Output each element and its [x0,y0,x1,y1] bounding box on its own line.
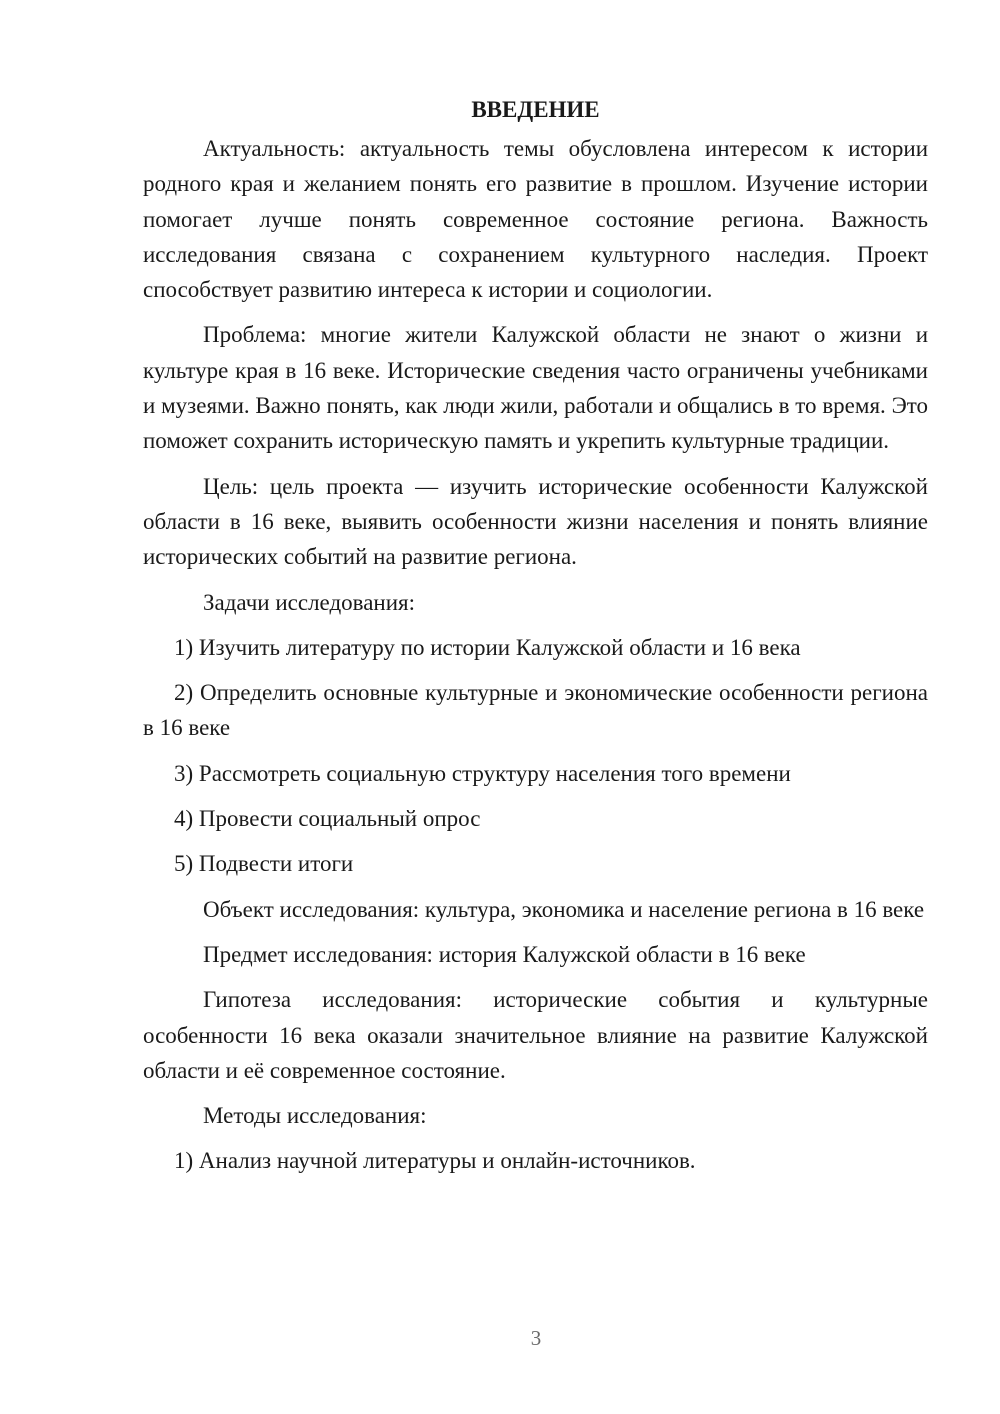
methods-title: Методы исследования: [203,1103,427,1129]
task-item-5: 5) Подвести итоги [174,851,354,877]
method-item-1: 1) Анализ научной литературы и онлайн-источников. [174,1148,696,1174]
problem-paragraph: Проблема: многие жители Калужской области не знают о жизни и культуре края в 16 веке. Исторические сведения часто ограничены учебниками и музеями. Важно понять, как люди жили, работали и общались в то время. Это поможет сохранить историческую память и укрепить культурные традиции. [143,322,928,454]
task-item-1: 1) Изучить литературу по истории Калужской области и 16 века [174,634,801,660]
section-heading: ВВЕДЕНИЕ [471,97,600,122]
page-number: 3 [530,1326,542,1350]
goal-paragraph: Цель: цель проекта — изучить исторические особенности Калужской области в 16 веке, выявить особенности жизни населения и понять влияние исторических событий на развитие региона. [143,473,928,570]
hypothesis-paragraph: Гипотеза исследования: исторические события и культурные особенности 16 века оказали значительное влияние на развитие Калужской области и её современное состояние. [143,987,928,1083]
document-page [143,92,928,1189]
task-item-2: 2) Определить основные культурные и экономические особенности региона в 16 веке [143,680,928,741]
relevance-paragraph: Актуальность: актуальность темы обусловлена интересом к истории родного края и желанием понять его развитие в прошлом. Изучение истории помогает лучше понять современное состояние региона. Важность исследования связана с сохранением культурного наследия. Проект способствует развитию интереса к истории и социологии. [143,136,928,303]
object-paragraph: Объект исследования: культура, экономика и население региона в 16 веке [203,896,925,922]
subject-paragraph: Предмет исследования: история Калужской области в 16 веке [203,941,806,967]
task-item-3: 3) Рассмотреть социальную структуру населения того времени [174,760,791,786]
tasks-title: Задачи исследования: [203,589,416,615]
task-item-4: 4) Провести социальный опрос [174,806,481,832]
